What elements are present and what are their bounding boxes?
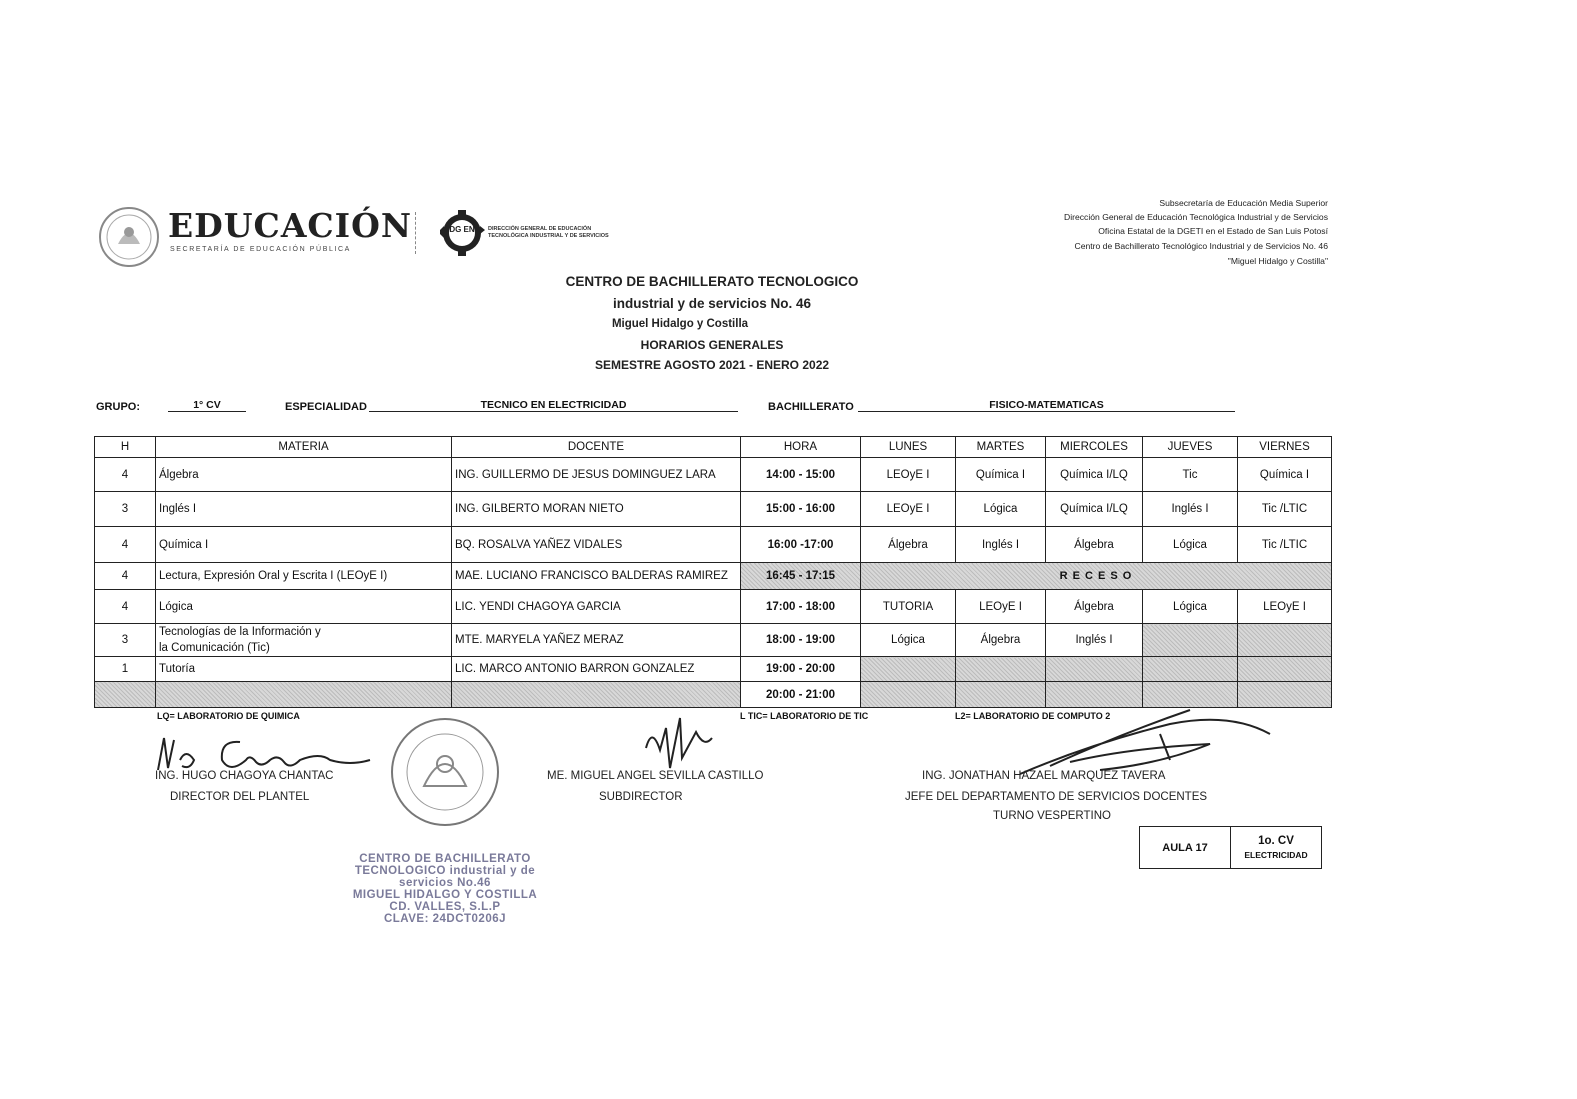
- aula-box: [1139, 826, 1322, 869]
- cell-miercoles: Química I/LQ: [1046, 458, 1143, 492]
- subdirector-role: SUBDIRECTOR: [599, 791, 683, 803]
- logo-divider: [415, 212, 417, 254]
- jefe-role: JEFE DEL DEPARTAMENTO DE SERVICIOS DOCENTES: [905, 791, 1208, 803]
- jefe-turno: TURNO VESPERTINO: [993, 810, 1111, 822]
- cell-h: 3: [95, 492, 156, 527]
- cell-materia: Inglés I: [156, 492, 452, 527]
- cell-miercoles: Álgebra: [1046, 527, 1143, 563]
- cell-hora: 17:00 - 18:00: [741, 590, 861, 624]
- director-role: DIRECTOR DEL PLANTEL: [170, 791, 310, 803]
- cell-docente: ING. GILBERTO MORAN NIETO: [452, 492, 741, 527]
- dgeti-badge-text: DG EN: [449, 225, 475, 234]
- stamp-line4: MIGUEL HIDALGO Y COSTILLA: [352, 889, 538, 901]
- cell-docente: LIC. YENDI CHAGOYA GARCIA: [452, 590, 741, 624]
- school-stamp: [325, 853, 565, 925]
- jefe-name: ING. JONATHAN HAZAEL MARQUEZ TAVERA: [922, 770, 1166, 782]
- subdirector-name: ME. MIGUEL ANGEL SEVILLA CASTILLO: [547, 770, 764, 782]
- header-lunes: LUNES: [861, 437, 956, 458]
- cell-lunes: Lógica: [861, 624, 956, 657]
- header-hora: HORA: [741, 437, 861, 458]
- cell-hora: 14:00 - 15:00: [741, 458, 861, 492]
- subdirector-signature-icon: [640, 708, 720, 774]
- especialidad-label: ESPECIALIDAD: [285, 401, 367, 413]
- sep-seal-icon: [98, 206, 160, 268]
- cell-viernes: Química I: [1238, 458, 1332, 492]
- cell-martes: Química I: [956, 458, 1046, 492]
- stamp-line3: servicios No.46: [399, 877, 491, 889]
- school-title-line1: CENTRO DE BACHILLERATO TECNOLOGICO: [565, 274, 859, 289]
- cell-hora: 15:00 - 16:00: [741, 492, 861, 527]
- director-name: ING. HUGO CHAGOYA CHANTAC: [155, 770, 334, 782]
- cell-hora: 19:00 - 20:00: [741, 657, 861, 682]
- table-row: [95, 624, 1332, 657]
- header-miercoles: MIERCOLES: [1046, 437, 1143, 458]
- stamp-line5: CD. VALLES, S.L.P: [389, 901, 501, 913]
- header-viernes: VIERNES: [1238, 437, 1332, 458]
- schedule-title: HORARIOS GENERALES: [640, 338, 784, 352]
- cell-h: 1: [95, 657, 156, 682]
- cell-docente: ING. GUILLERMO DE JESUS DOMINGUEZ LARA: [452, 458, 741, 492]
- cell-miercoles: Inglés I: [1046, 624, 1143, 657]
- cell-h: 4: [95, 527, 156, 563]
- cell-h: 3: [95, 624, 156, 657]
- cell-martes: Álgebra: [956, 624, 1046, 657]
- cell-miercoles: Álgebra: [1046, 590, 1143, 624]
- cell-jueves: Tic: [1143, 458, 1238, 492]
- header-right-line4: Centro de Bachillerato Tecnológico Industrial y de Servicios No. 46: [1074, 241, 1328, 251]
- header-h: H: [95, 437, 156, 458]
- official-seal-icon: [388, 716, 502, 828]
- cell-docente-empty: [452, 682, 741, 708]
- stamp-line2: TECNOLOGICO industrial y de: [354, 865, 536, 877]
- aula-label: AULA 17: [1140, 827, 1231, 869]
- aula-group-cell: [1231, 827, 1322, 869]
- cell-materia: Lectura, Expresión Oral y Escrita I (LEOyE I): [156, 563, 452, 590]
- dgeti-logo-line2: TECNOLÓGICA INDUSTRIAL Y DE SERVICIOS: [488, 233, 609, 239]
- cell-lunes-empty: [861, 682, 956, 708]
- cell-lunes: TUTORIA: [861, 590, 956, 624]
- cell-viernes-empty: [1238, 624, 1332, 657]
- cell-jueves: Lógica: [1143, 527, 1238, 563]
- header-right-line5: "Miguel Hidalgo y Costilla": [1227, 256, 1328, 266]
- school-title-line3: Miguel Hidalgo y Costilla: [611, 318, 749, 330]
- cell-martes-empty: [956, 657, 1046, 682]
- cell-lunes-empty: [861, 657, 956, 682]
- cell-materia-line1: Tecnologías de la Información y: [159, 626, 321, 638]
- note-ltic: L TIC= LABORATORIO DE TIC: [740, 711, 869, 721]
- sep-logo-title: EDUCACIÓN: [168, 206, 413, 245]
- cell-jueves-empty: [1143, 624, 1238, 657]
- header-right-line2: Dirección General de Educación Tecnológica Industrial y de Servicios: [1063, 212, 1328, 222]
- cell-hora: 16:00 -17:00: [741, 527, 861, 563]
- cell-h-empty: [95, 682, 156, 708]
- header-jueves: JUEVES: [1143, 437, 1238, 458]
- cell-viernes: Tic /LTIC: [1238, 527, 1332, 563]
- cell-hora: 16:45 - 17:15: [741, 563, 861, 590]
- header-docente: DOCENTE: [452, 437, 741, 458]
- cell-martes: LEOyE I: [956, 590, 1046, 624]
- cell-hora: 20:00 - 21:00: [741, 682, 861, 708]
- cell-viernes-empty: [1238, 657, 1332, 682]
- semester-title: SEMESTRE AGOSTO 2021 - ENERO 2022: [594, 358, 830, 372]
- header-right-line1: Subsecretaría de Educación Media Superior: [1159, 198, 1328, 208]
- cell-martes: Lógica: [956, 492, 1046, 527]
- table-row: [95, 563, 1332, 590]
- header-right-line3: Oficina Estatal de la DGETI en el Estado de San Luis Potosí: [1098, 226, 1328, 236]
- grupo-value: 1° CV: [168, 399, 246, 412]
- table-row: [95, 458, 1332, 492]
- bachillerato-value: FISICO-MATEMATICAS: [858, 399, 1235, 412]
- cell-materia: Lógica: [156, 590, 452, 624]
- cell-viernes: Tic /LTIC: [1238, 492, 1332, 527]
- table-header-row: [95, 437, 1332, 458]
- cell-docente: LIC. MARCO ANTONIO BARRON GONZALEZ: [452, 657, 741, 682]
- header-materia: MATERIA: [156, 437, 452, 458]
- sep-logo-subtitle: SECRETARÍA DE EDUCACIÓN PÚBLICA: [170, 246, 351, 253]
- receso-cell: R E C E S O: [861, 563, 1332, 590]
- table-row: [95, 657, 1332, 682]
- cell-miercoles: Química I/LQ: [1046, 492, 1143, 527]
- cell-materia: Química I: [156, 527, 452, 563]
- cell-martes: Inglés I: [956, 527, 1046, 563]
- dgeti-gear-icon: [438, 206, 488, 258]
- cell-jueves: Lógica: [1143, 590, 1238, 624]
- cell-hora: 18:00 - 19:00: [741, 624, 861, 657]
- cell-h: 4: [95, 458, 156, 492]
- cell-lunes: Álgebra: [861, 527, 956, 563]
- cell-jueves-empty: [1143, 657, 1238, 682]
- cell-materia: Tutoría: [156, 657, 452, 682]
- cell-docente: BQ. ROSALVA YAÑEZ VIDALES: [452, 527, 741, 563]
- cell-jueves: Inglés I: [1143, 492, 1238, 527]
- cell-docente: MAE. LUCIANO FRANCISCO BALDERAS RAMIREZ: [452, 563, 741, 590]
- school-title-line2: industrial y de servicios No. 46: [612, 296, 812, 311]
- cell-h: 4: [95, 590, 156, 624]
- aula-specialty: ELECTRICIDAD: [1244, 850, 1308, 860]
- aula-group: 1o. CV: [1258, 835, 1294, 847]
- table-row: [95, 492, 1332, 527]
- cell-lunes: LEOyE I: [861, 492, 956, 527]
- table-row: [95, 527, 1332, 563]
- cell-h: 4: [95, 563, 156, 590]
- stamp-line1: CENTRO DE BACHILLERATO: [359, 853, 531, 865]
- cell-lunes: LEOyE I: [861, 458, 956, 492]
- cell-materia-line2: la Comunicación (Tic): [159, 642, 270, 654]
- cell-miercoles-empty: [1046, 657, 1143, 682]
- cell-materia: [156, 624, 452, 657]
- note-lq: LQ= LABORATORIO DE QUIMICA: [157, 711, 300, 721]
- table-row: [95, 590, 1332, 624]
- cell-docente: MTE. MARYELA YAÑEZ MERAZ: [452, 624, 741, 657]
- note-l2: L2= LABORATORIO DE COMPUTO 2: [955, 711, 1111, 721]
- cell-materia: Álgebra: [156, 458, 452, 492]
- cell-materia-empty: [156, 682, 452, 708]
- bachillerato-label: BACHILLERATO: [768, 401, 854, 413]
- especialidad-value: TECNICO EN ELECTRICIDAD: [369, 399, 738, 412]
- dgeti-logo-line1: DIRECCIÓN GENERAL DE EDUCACIÓN: [488, 226, 592, 232]
- schedule-table: [94, 436, 1332, 708]
- stamp-line6: CLAVE: 24DCT0206J: [383, 913, 507, 925]
- header-martes: MARTES: [956, 437, 1046, 458]
- grupo-label: GRUPO:: [96, 401, 140, 413]
- cell-viernes: LEOyE I: [1238, 590, 1332, 624]
